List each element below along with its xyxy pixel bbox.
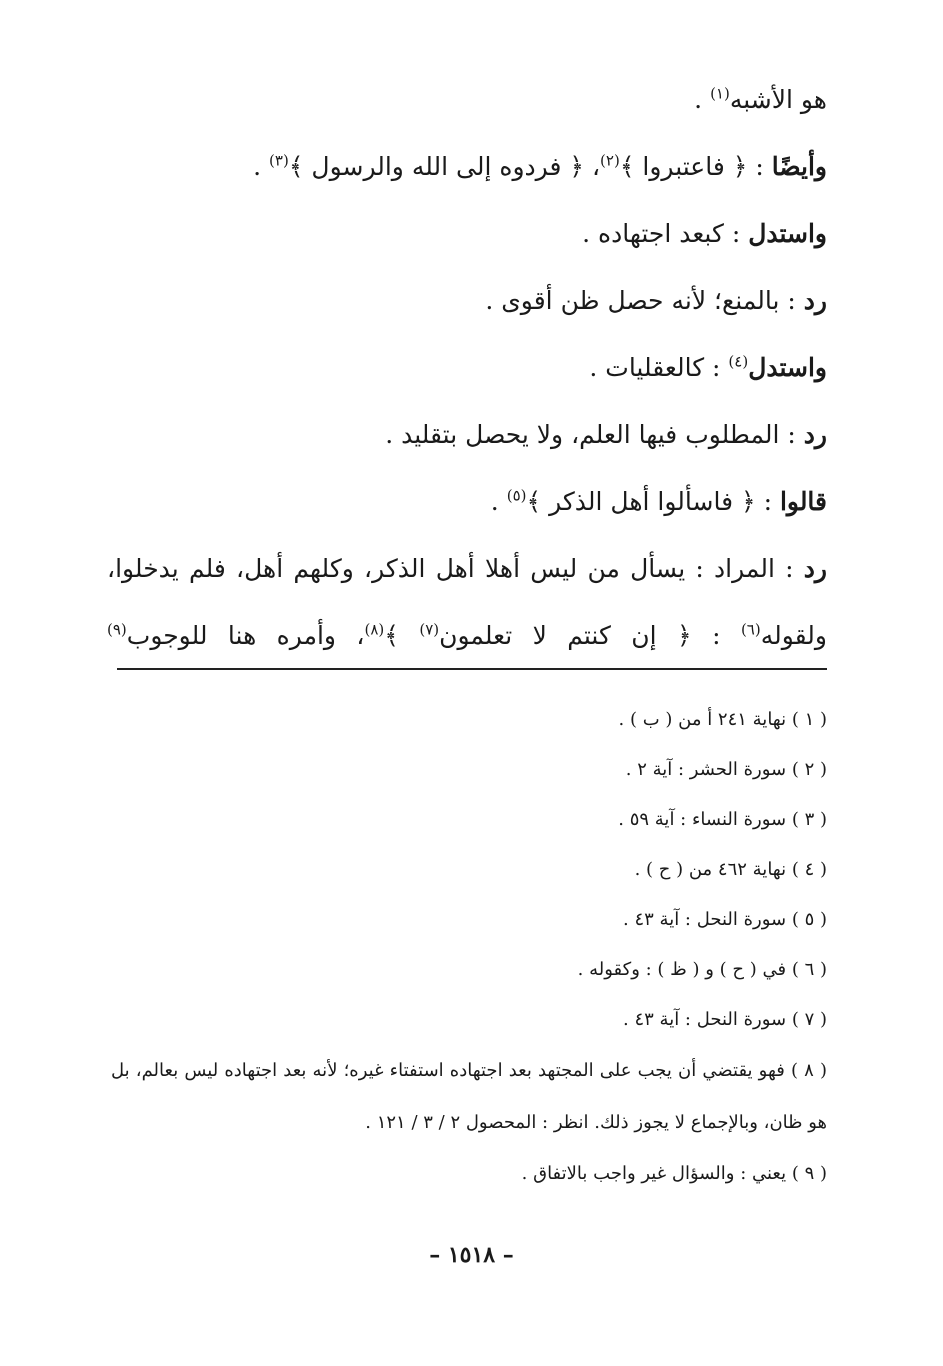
- lead-word: واستدل: [748, 353, 827, 382]
- footnote-ref: (٥): [506, 486, 527, 505]
- text-span: .: [490, 487, 507, 516]
- lead-word: رد: [803, 286, 827, 315]
- text-line-6: [107, 401, 827, 468]
- text-line-9: [107, 602, 827, 669]
- text-span: : المراد : يسأل من ليس أهلا أهل الذكر، وكلهم أهل، فلم يدخلوا،: [107, 554, 804, 583]
- text-span: :: [755, 487, 780, 516]
- text-span: :: [747, 152, 772, 181]
- text-span: : كبعد اجتهاده .: [582, 219, 749, 248]
- text-span: ،: [584, 152, 601, 181]
- quran-quote: ﴿ فاعتبروا ﴾: [619, 152, 748, 181]
- footnote-ref: (٣): [269, 151, 289, 170]
- text-span: .: [253, 152, 270, 181]
- text-span: : المطلوب فيها العلم، ولا يحصل بتقليد .: [385, 420, 804, 449]
- text-span: ولقوله: [760, 621, 827, 650]
- footnote-separator: [117, 668, 827, 670]
- footnotes: [111, 695, 827, 1199]
- text-line-2: [107, 133, 827, 200]
- lead-word: رد: [803, 420, 827, 449]
- footnote-item: ( ٣ ) سورة النساء : آية ٥٩ .: [618, 809, 827, 830]
- main-text: [107, 66, 827, 669]
- text-span: : بالمنع؛ لأنه حصل ظن أقوى .: [485, 286, 804, 315]
- footnote-ref: (٤): [728, 352, 749, 371]
- quran-quote: ﴿ فاسألوا أهل الذكر ﴾: [526, 487, 756, 516]
- footnote-item: ( ٢ ) سورة الحشر : آية ٢ .: [625, 759, 827, 780]
- lead-word: وأيضًا: [771, 152, 827, 181]
- footnote-ref: (٨): [364, 620, 385, 639]
- text-line-7: [107, 468, 827, 535]
- footnote-ref: (٧): [419, 620, 440, 639]
- footnote-item: ( ٦ ) في ( ح ) و ( ظ ) : وكقوله .: [577, 959, 827, 980]
- footnote-ref: (١): [710, 84, 730, 103]
- text-span: ، وأمره هنا للوجوب: [126, 621, 365, 650]
- quran-quote: ﴿ فردوه إلى الله والرسول ﴾: [288, 152, 585, 181]
- footnote-ref: (٢): [600, 151, 620, 170]
- lead-word: قالوا: [779, 487, 827, 516]
- footnote-item: ( ٤ ) نهاية ٤٦٢ من ( ح ) .: [634, 859, 827, 880]
- text-span: .: [694, 85, 711, 114]
- text-line-3: [107, 200, 827, 267]
- text-line-1: [107, 66, 827, 133]
- quran-quote: : ﴿ إن كنتم لا تعلمون: [439, 621, 741, 650]
- text-span: : كالعقليات .: [589, 353, 729, 382]
- text-line-8: [107, 535, 827, 602]
- text-span: هو الأشبه: [729, 85, 827, 114]
- text-line-4: [107, 267, 827, 334]
- footnote-item: ( ٨ ) فهو يقتضي أن يجب على المجتهد بعد اجتهاده استفتاء غيره؛ لأنه بعد اجتهاده ليس بعالم، بل هو ظان، وبالإجماع لا يجوز ذلك. انظر : المحصول ٢ / ٣ / ١٢١ .: [111, 1060, 827, 1133]
- lead-word: رد: [803, 554, 827, 583]
- page-number: – ١٥١٨ –: [429, 1242, 514, 1268]
- footnote-item: ( ٥ ) سورة النحل : آية ٤٣ .: [623, 909, 827, 930]
- footnote-ref: (٦): [740, 620, 761, 639]
- footnote-item: ( ٧ ) سورة النحل : آية ٤٣ .: [623, 1009, 827, 1030]
- lead-word: واستدل: [748, 219, 827, 248]
- footnote-item: ( ١ ) نهاية ٢٤١ أ من ( ب ) .: [618, 709, 827, 730]
- footnote-ref: (٩): [107, 620, 127, 639]
- text-line-5: [107, 334, 827, 401]
- text-span: ﴾: [384, 621, 420, 650]
- footnote-item: ( ٩ ) يعني : والسؤال غير واجب بالاتفاق .: [521, 1163, 827, 1184]
